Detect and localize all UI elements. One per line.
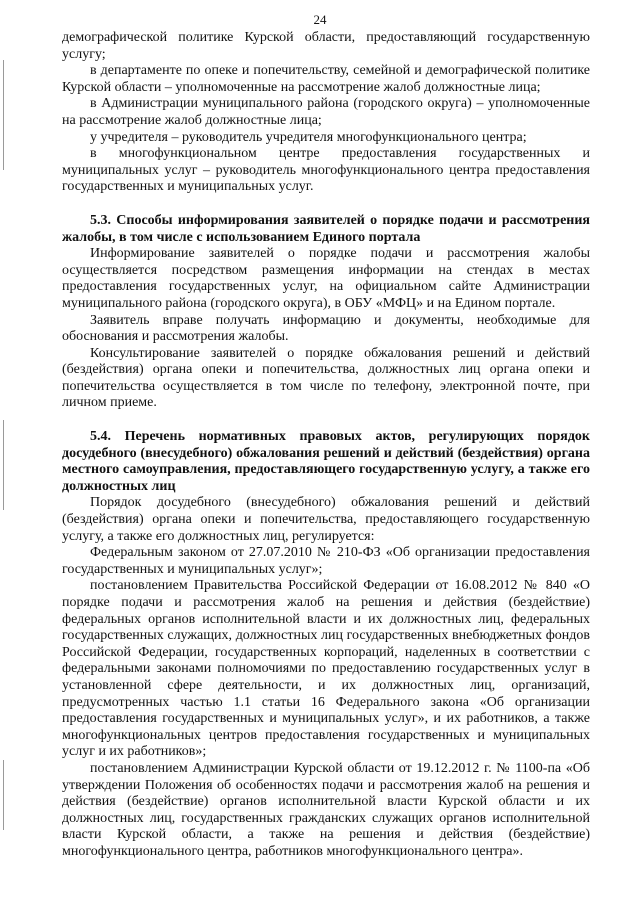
section-heading-5-3: 5.3. Способы информирования заявителей о порядке подачи и рассмотрения жалобы, в том числе с использованием Единого портала (62, 212, 590, 245)
paragraph-continuation: демографической политике Курской области, предоставляющий государственную услугу; (62, 30, 590, 62)
paragraph: постановлением Администрации Курской области от 19.12.2012 г. № 1100-па «Об утверждении Положения об особенностях подачи и рассмотрения жалоб на решения и действия (бездействие) органов исполнительной власти Курской области и их должностных лиц, государственных гражданских служащих органов исполнительной власти Курской области, а также на решения и действия (бездействие) многофункционального центра, работников многофункционального центра». (62, 760, 590, 859)
paragraph: в Администрации муниципального района (городского округа) – уполномоченные на рассмотрение жалоб должностные лица; (62, 96, 590, 128)
scan-edge-mark (3, 420, 4, 510)
section-gap (62, 412, 590, 429)
paragraph: у учредителя – руководитель учредителя многофункционального центра; (90, 129, 527, 145)
paragraph: постановлением Правительства Российской Федерации от 16.08.2012 № 840 «О порядке подачи и рассмотрения жалоб на решения и действия (бездействие) федеральных органов исполнительной власти и их должностных лиц, федеральных государственных служащих, должностных лиц государственных внебюджетных фондов Российской Федерации, государственных корпораций, наделенных в соответствии с федеральными законами полномочиями по предоставлению государственных услуг в установленной сфере деятельности, и их должностных лиц, организаций, предусмотренных частью 1.1 статьи 16 Федерального закона «Об организации предоставления государственных и муниципальных услуг», и их работников, а также многофункциональных центров предоставления государственных и муниципальных услуг и их работников»; (62, 578, 590, 760)
paragraph: Федеральным законом от 27.07.2010 № 210-ФЗ «Об организации предоставления государственных и муниципальных услуг»; (62, 545, 590, 577)
paragraph: Консультирование заявителей о порядке обжалования решений и действий (бездействия) органа опеки и попечительства, должностных лиц органа опеки и попечительства осуществляется в том числе по телефону, электронной почте, при личном приеме. (62, 345, 590, 411)
paragraph: в многофункциональном центре предоставления государственных и муниципальных услуг – руководитель многофункционального центра предоставления государственных и муниципальных услуг. (62, 146, 590, 195)
paragraph: Порядок досудебного (внесудебного) обжалования решений и действий (бездействия) органа опеки и попечительства, предоставляющего государственную услугу, а также его должностных лиц, регулируется: (62, 495, 590, 544)
paragraph: в департаменте по опеке и попечительству, семейной и демографической политике Курской области – уполномоченные на рассмотрение жалоб должностные лица; (62, 63, 590, 95)
paragraph: Информирование заявителей о порядке подачи и рассмотрения жалобы осуществляется посредством размещения информации на стендах в местах предоставления государственных услуг, на официальном сайте Администрации муниципального района (городского округа), в ОБУ «МФЦ» и на Едином портале. (62, 246, 590, 311)
scan-edge-mark (3, 60, 4, 170)
document-body (62, 30, 590, 861)
section-gap (62, 196, 590, 213)
paragraph: Заявитель вправе получать информацию и документы, необходимые для обоснования и рассмотрения жалобы. (62, 312, 590, 345)
page-number: 24 (313, 12, 327, 27)
scan-edge-mark (3, 760, 4, 830)
section-heading-5-4: 5.4. Перечень нормативных правовых актов, регулирующих порядок досудебного (внесудебного) обжалования решений и действий (бездействия) органа местного самоуправления, предоставляющего государственную услугу, а также его должностных лиц (62, 429, 590, 494)
